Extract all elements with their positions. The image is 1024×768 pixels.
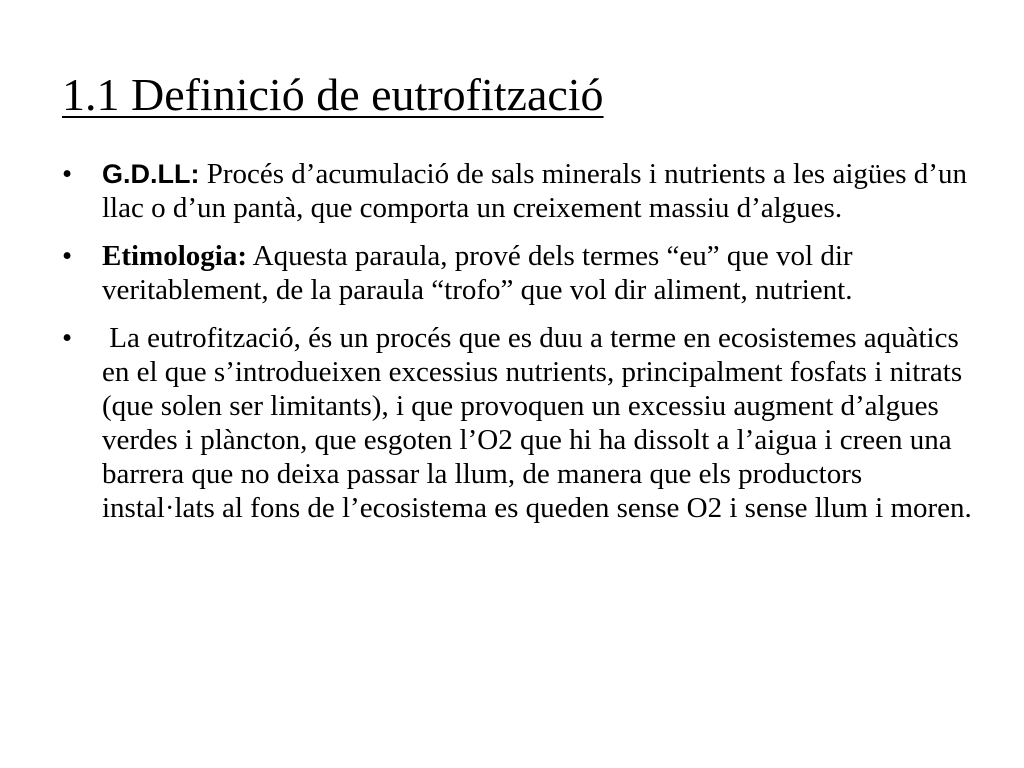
bullet-item-process (62, 321, 972, 525)
bullet-marker: • (62, 240, 73, 272)
slide-title: 1.1 Definició de eutrofització (62, 69, 604, 120)
bullet-text-definition: Procés d’acumulació de sals minerals i nutrients a les aigües d’un llac o d’un pantà, que comporta un creixement massiu d’algues. (102, 158, 975, 224)
bullet-label-gdll: G.D.LL: (102, 159, 200, 189)
bullet-text-process: La eutrofització, és un procés que es duu a terme en ecosistemes aquàtics en el que s’introdueixen excessius nutrients, principalment fosfats i nitrats (que solen ser limitants), i que provoquen un excessiu augment d’algues verdes i plàncton, que esgoten l’O2 que hi ha dissolt a l’aigua i creen una barrera que no deixa passar la llum, de manera que els productors instal·lats al fons de l’ecosistema es queden sense O2 i sense llum i moren. (102, 322, 972, 524)
bullet-text-etymology: Aquesta paraula, prové dels termes “eu” que vol dir veritablement, de la paraula “trofo” que vol dir aliment, nutrient. (102, 240, 860, 306)
bullet-item-definition (62, 157, 975, 225)
bullet-marker: • (62, 158, 73, 190)
bullet-list (62, 157, 975, 539)
bullet-item-etymology (62, 239, 972, 307)
bullet-marker: • (62, 322, 73, 354)
bullet-label-etimologia: Etimologia: (102, 240, 247, 272)
